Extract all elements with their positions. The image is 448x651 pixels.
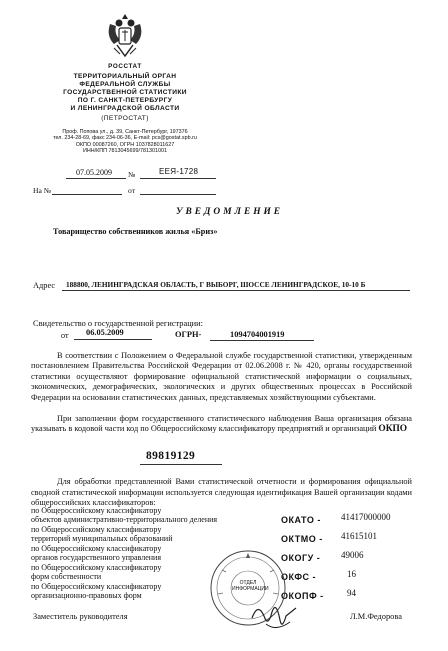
paragraph-text: При заполнении форм государственного статистического наблюдения Ваша организация обязана указывать в кодовой части код по Общероссийскому классификатору предприятий и организаций [31,414,412,434]
classifier-label: по Общероссийскому классификатору территорий муниципальных образований [31,525,173,543]
signer-name: Л.М.Федорова [350,612,402,621]
org-line: ТЕРРИТОРИАЛЬНЫЙ ОРГАН [73,73,177,80]
handwritten-signature [246,598,302,636]
classifier-code: ОКФС - [281,572,317,582]
classifier-label: по Общероссийскому классификатору форм собственности [31,563,162,581]
okpo-label: ОКПО [378,424,408,435]
paragraph-text: В соответствии с Положением о Федеральной службе государственной статистики, утвержденным постановлением Правительства Российской Федерации от 02.06.2008 г. № 420, органы государственной статистики осуществляют формирование официальной статистической информации о социальных, экономических, демографических, экологических и других общественных процессах в Российской Федерации на основании статистических данных, представляемых хозяйствующими субъектами. [31,351,412,402]
registration-date: 06.05.2009 [86,328,124,337]
contact-line: ОКПО 00087260, ОГРН 1037828011627 [75,141,175,148]
number-label: № [128,170,136,179]
classifier-value: 41615101 [341,531,377,541]
classifier-code: ОКАТО - [281,515,321,525]
signer-position: Заместитель руководителя [33,612,128,621]
document-number: ЕЕЯ-1728 [159,167,199,176]
paragraph-legal-basis [31,351,412,403]
classifier-value: 41417000000 [341,512,391,522]
classifier-row [31,526,411,544]
contact-line: Проф. Попова ул., д. 39, Санкт-Петербург, 197376 [62,129,188,135]
document-title: УВЕДОМЛЕНИЕ [176,207,284,217]
contact-line: ИНН/КПП 7813045699/781301001 [82,148,167,155]
org-line: ФЕДЕРАЛЬНОЙ СЛУЖБЫ [79,81,171,88]
organization-abbreviation: (ПЕТРОСТАТ) [101,115,149,122]
paragraph-okpo-requirement [31,414,412,435]
registration-label: Свидетельство о государственной регистрации: [33,319,203,328]
paragraph-text: Для обработки представленной Вами статистической отчетности и формирования официальной сводной статистической информации используется следующая идентификация Вашей организации кодами общероссийских классификаторов: [31,477,412,508]
classifier-code: ОКОГУ - [281,553,321,563]
okpo-value: 89819129 [146,450,196,462]
classifier-value: 16 [347,569,356,579]
agency-short-name: РОССТАТ [108,63,142,70]
address-value: 188800, ЛЕНИНГРАДСКАЯ ОБЛАСТЬ, Г ВЫБОРГ, ШОССЕ ЛЕНИНГРАДСКОЕ, 10-10 Б [66,280,366,289]
classifier-code: ОКТМО - [281,534,323,544]
classifier-label: по Общероссийскому классификатору органов государственного управления [31,544,162,562]
org-line: И ЛЕНИНГРАДСКОЙ ОБЛАСТИ [70,105,180,112]
classifier-code: ОКОПФ - [281,591,324,601]
reference-from: от [128,186,136,195]
ogrn-label: ОГРН- [175,330,202,339]
org-line: ПО Г. САНКТ-ПЕТЕРБУРГУ [77,97,173,104]
contact-line: тел. 234-28-69, факс 234-06-36, E-mail: pcs@gostat.spb.ru [53,135,197,142]
organization-name [40,73,210,113]
address-label: Адрес [33,281,56,290]
registration-from-label: от [61,331,69,340]
coat-of-arms-emblem [102,10,148,60]
paragraph-classifiers-intro [31,477,412,509]
org-line: ГОСУДАРСТВЕННОЙ СТАТИСТИКИ [63,89,187,96]
classifier-value: 49006 [341,550,364,560]
stamp-text: ОТДЕЛ ИНФОРМАЦИИ [232,580,269,592]
recipient-name: Товарищество собственников жилья «Бриз» [53,227,218,236]
reference-label: На № [33,186,51,195]
ogrn-value: 1094704001919 [230,330,285,339]
classifier-value: 94 [347,588,356,598]
org-contacts [30,129,220,155]
document-date: 07.05.2009 [76,168,112,177]
classifier-row [31,507,411,525]
classifier-label: по Общероссийскому классификатору объектов административно-территориального деления [31,506,218,524]
classifier-label: по Общероссийскому классификатору организационно-правовых форм [31,582,162,600]
